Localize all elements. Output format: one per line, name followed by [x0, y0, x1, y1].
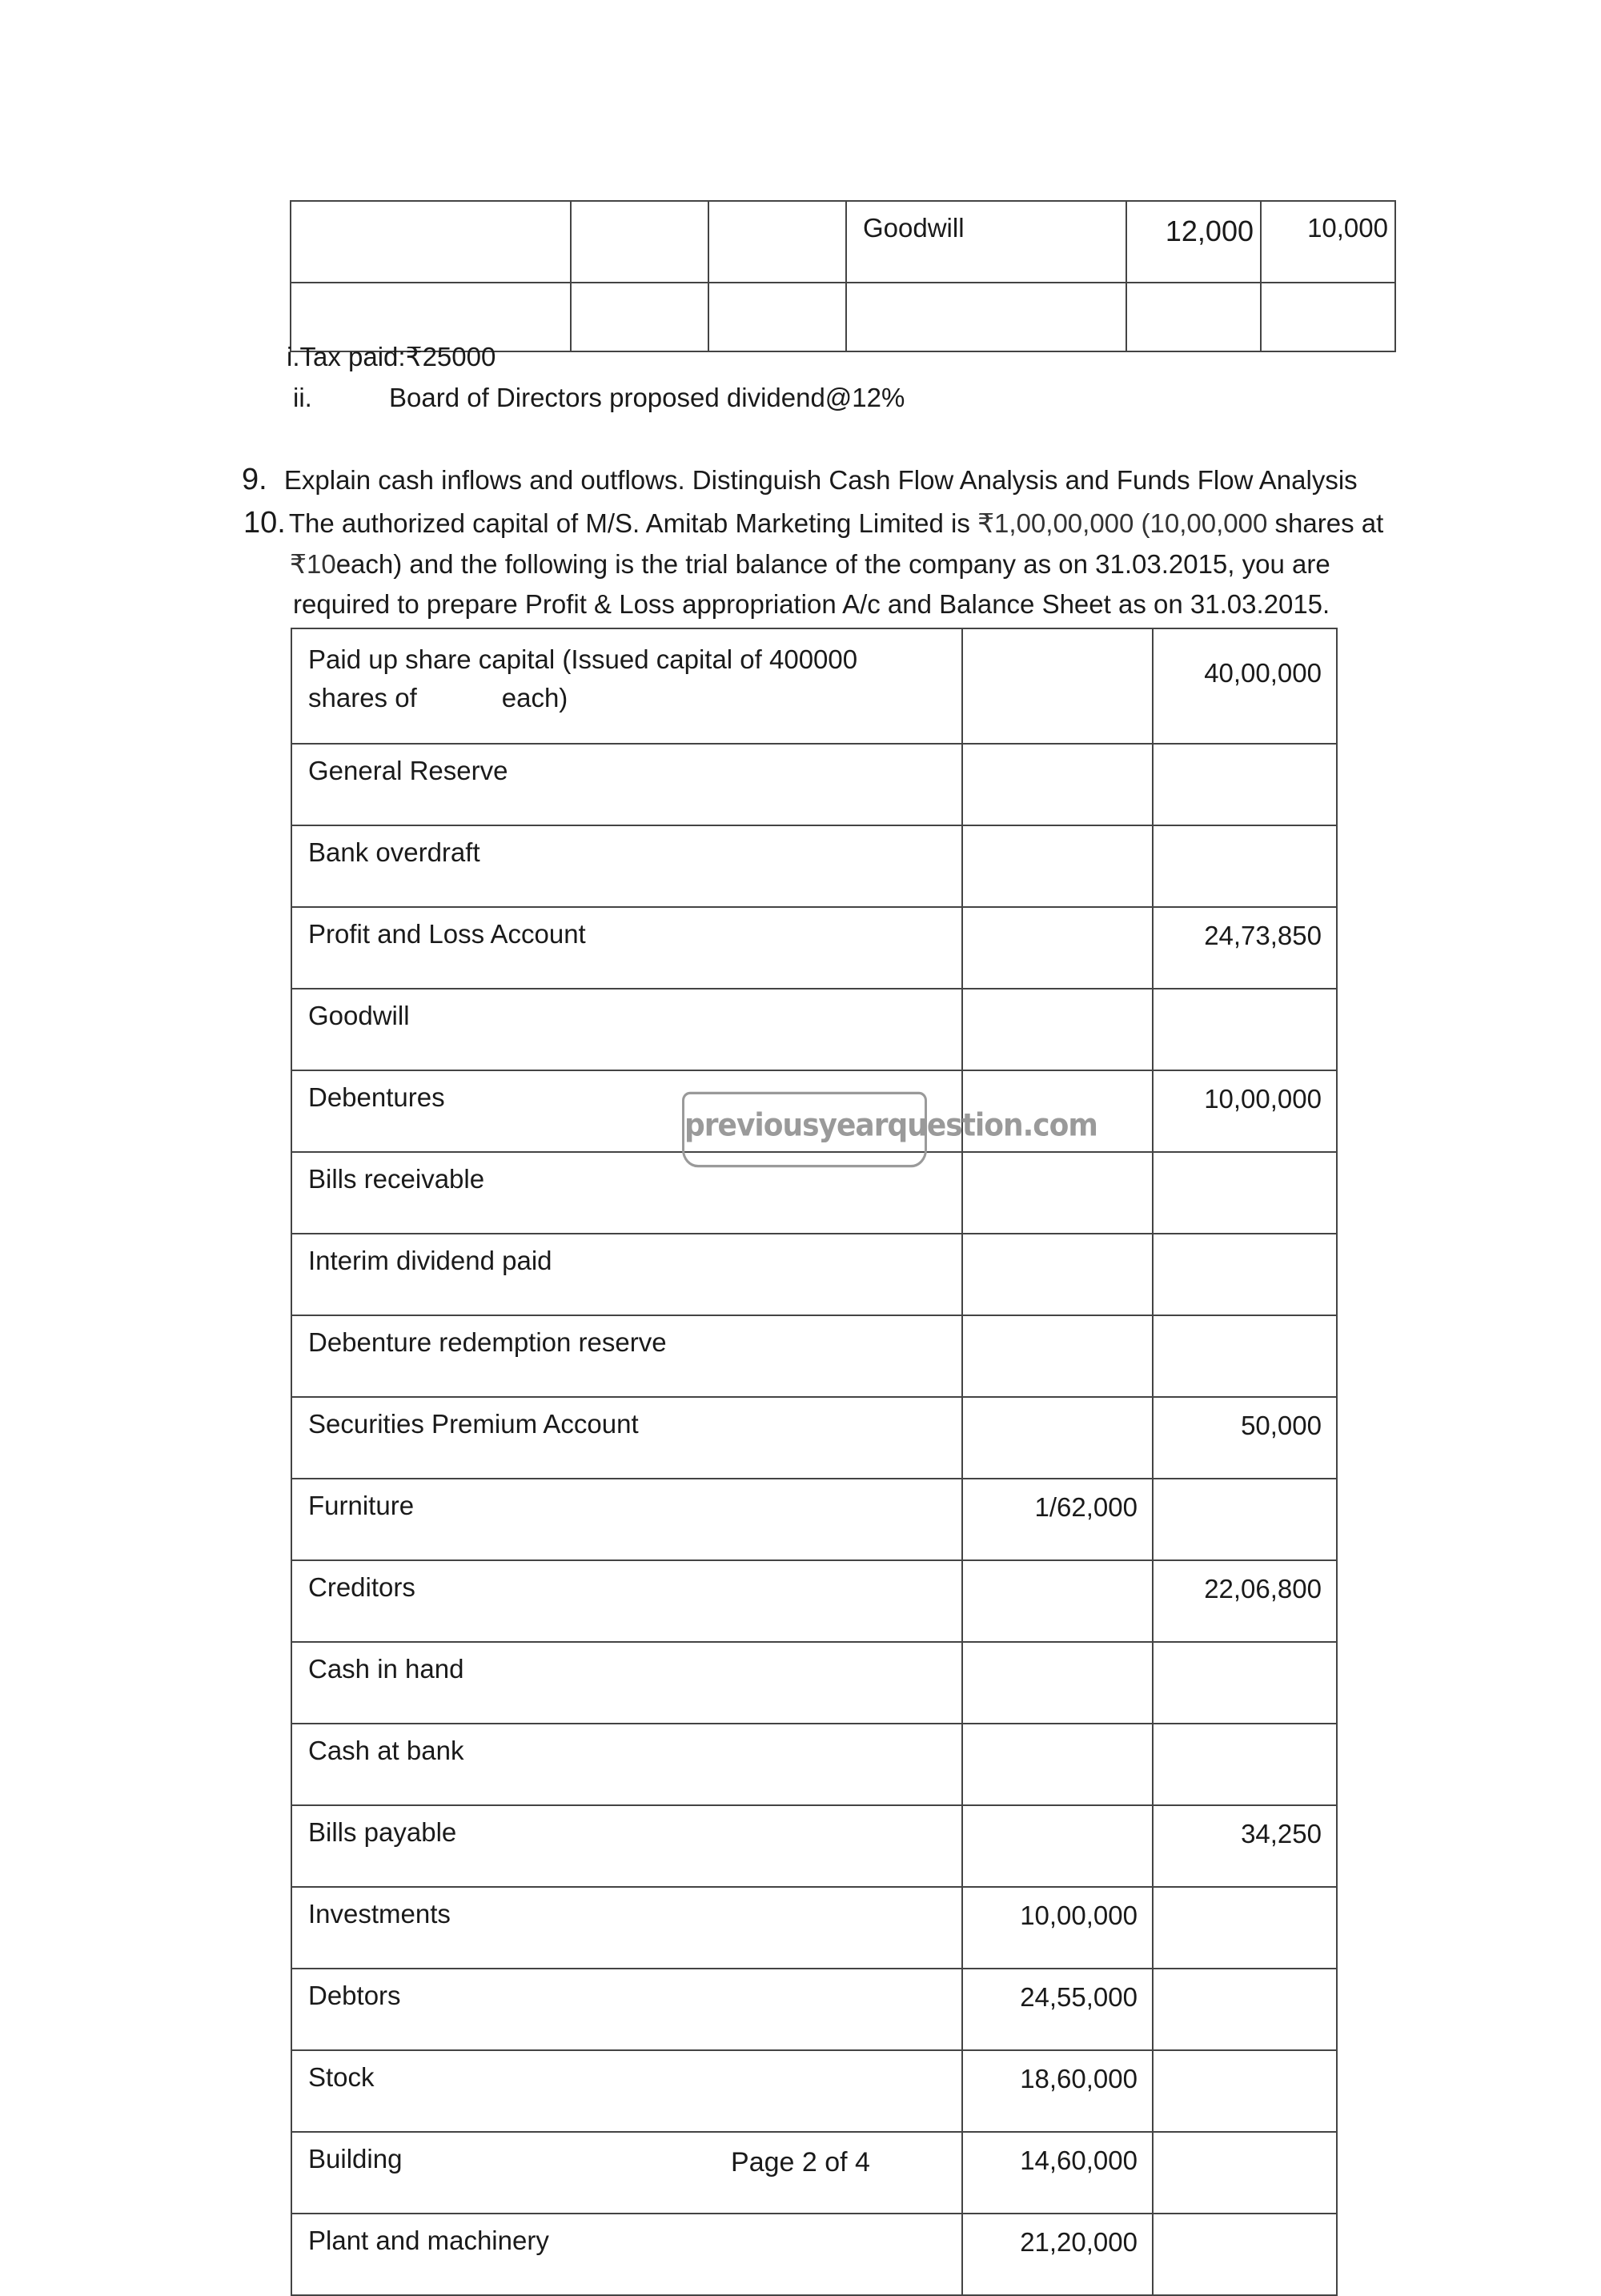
- table-row: [291, 1642, 1337, 1724]
- table-row: [291, 907, 1337, 989]
- row-label: Cash at bank: [291, 1724, 962, 1805]
- question-10-line-2-wrap: [290, 544, 1330, 584]
- credit-cell: 50,000: [1153, 1397, 1337, 1479]
- question-10: [243, 503, 1383, 544]
- table-row: [291, 1397, 1337, 1479]
- share-value-amount: ₹10: [290, 549, 336, 579]
- row-label: Bills payable: [291, 1805, 962, 1887]
- debit-cell: [962, 1560, 1153, 1642]
- credit-cell: [1153, 1887, 1337, 1969]
- debit-cell: [962, 989, 1153, 1070]
- note-proposed-dividend: Board of Directors proposed dividend@12%: [389, 383, 905, 412]
- question-9-number: 9.: [242, 463, 267, 496]
- table-row: [291, 1560, 1337, 1642]
- goodwill-value-1: 12,000: [1126, 201, 1261, 283]
- table-row: [291, 825, 1337, 907]
- row-label: Plant and machinery: [291, 2214, 962, 2295]
- credit-cell: [1153, 1642, 1337, 1724]
- note-2-number: ii.: [293, 383, 312, 412]
- row-label: Debtors: [291, 1969, 962, 2050]
- table-row: [291, 1887, 1337, 1969]
- debit-cell: 1/62,000: [962, 1479, 1153, 1560]
- row-label: Bank overdraft: [291, 825, 962, 907]
- row-label: Building: [291, 2132, 962, 2214]
- debit-cell: 18,60,000: [962, 2050, 1153, 2132]
- table-row: [291, 744, 1337, 825]
- watermark: previousyearquestion.com: [682, 1092, 927, 1168]
- question-10-line-3: required to prepare Profit & Loss appropriation A/c and Balance Sheet as on 31.03.2015.: [293, 589, 1330, 619]
- row-label: Goodwill: [291, 989, 962, 1070]
- credit-cell: [1153, 2050, 1337, 2132]
- row-label: Interim dividend paid: [291, 1234, 962, 1315]
- table-row: [291, 989, 1337, 1070]
- credit-cell: 40,00,000: [1153, 628, 1337, 744]
- table-row: [291, 1805, 1337, 1887]
- credit-cell: 24,73,850: [1153, 907, 1337, 989]
- credit-cell: [1153, 2214, 1337, 2295]
- debit-cell: [962, 825, 1153, 907]
- authorized-capital-amount: ₹1,00,00,000 (10,00,000: [977, 508, 1268, 538]
- credit-cell: [1153, 744, 1337, 825]
- debit-cell: 14,60,000: [962, 2132, 1153, 2214]
- question-10-line-1: The authorized capital of M/S. Amitab Marketing Limited is: [288, 508, 978, 538]
- credit-cell: [1153, 1969, 1337, 2050]
- top-table: [290, 200, 1396, 352]
- debit-cell: [962, 1724, 1153, 1805]
- credit-cell: [1153, 1479, 1337, 1560]
- table-row: [291, 1234, 1337, 1315]
- row-label: Creditors: [291, 1560, 962, 1642]
- debit-cell: 21,20,000: [962, 2214, 1153, 2295]
- credit-cell: [1153, 1234, 1337, 1315]
- note-tax-paid: i.Tax paid:₹25000: [287, 342, 496, 371]
- page-footer: Page 2 of 4: [731, 2147, 870, 2178]
- row-label: Debenture redemption reserve: [291, 1315, 962, 1397]
- goodwill-label: Goodwill: [846, 201, 1126, 283]
- credit-cell: [1153, 1315, 1337, 1397]
- question-10-line-2: each) and the following is the trial balance of the company as on 31.03.2015, you are: [335, 549, 1330, 579]
- row-label: Stock: [291, 2050, 962, 2132]
- table-row: [291, 201, 1395, 283]
- debit-cell: [962, 1234, 1153, 1315]
- debit-cell: 10,00,000: [962, 1887, 1153, 1969]
- credit-cell: [1153, 825, 1337, 907]
- credit-cell: 10,00,000: [1153, 1070, 1337, 1152]
- paid-up-capital-label: Paid up share capital (Issued capital of 400000 shares of each): [291, 628, 962, 744]
- credit-cell: [1153, 1152, 1337, 1234]
- question-9: [242, 460, 1358, 500]
- question-10-line-1-end: shares at: [1267, 508, 1384, 538]
- debit-cell: [962, 744, 1153, 825]
- row-label: Debentures: [291, 1070, 962, 1152]
- debit-cell: [962, 1152, 1153, 1234]
- credit-cell: 34,250: [1153, 1805, 1337, 1887]
- credit-cell: 22,06,800: [1153, 1560, 1337, 1642]
- table-row: [291, 1724, 1337, 1805]
- table-row: [291, 2214, 1337, 2295]
- row-label: Furniture: [291, 1479, 962, 1560]
- row-label: General Reserve: [291, 744, 962, 825]
- table-row: [291, 1479, 1337, 1560]
- credit-cell: [1153, 989, 1337, 1070]
- debit-cell: [962, 907, 1153, 989]
- question-9-text: Explain cash inflows and outflows. Distinguish Cash Flow Analysis and Funds Flow Analysis: [283, 465, 1358, 495]
- debit-cell: [962, 1315, 1153, 1397]
- row-label: Investments: [291, 1887, 962, 1969]
- goodwill-value-2: 10,000: [1261, 201, 1395, 283]
- row-label: Profit and Loss Account: [291, 907, 962, 989]
- row-label: Bills receivable: [291, 1152, 962, 1234]
- table-row: [291, 1315, 1337, 1397]
- row-label: Cash in hand: [291, 1642, 962, 1724]
- debit-cell: 24,55,000: [962, 1969, 1153, 2050]
- trial-balance-table: [291, 628, 1338, 2296]
- table-row: [291, 1969, 1337, 2050]
- debit-cell: [962, 628, 1153, 744]
- debit-cell: [962, 1642, 1153, 1724]
- table-row: [291, 628, 1337, 744]
- row-label: Securities Premium Account: [291, 1397, 962, 1479]
- question-10-number: 10.: [243, 506, 286, 540]
- debit-cell: [962, 1397, 1153, 1479]
- table-row: [291, 2050, 1337, 2132]
- credit-cell: [1153, 1724, 1337, 1805]
- debit-cell: [962, 1805, 1153, 1887]
